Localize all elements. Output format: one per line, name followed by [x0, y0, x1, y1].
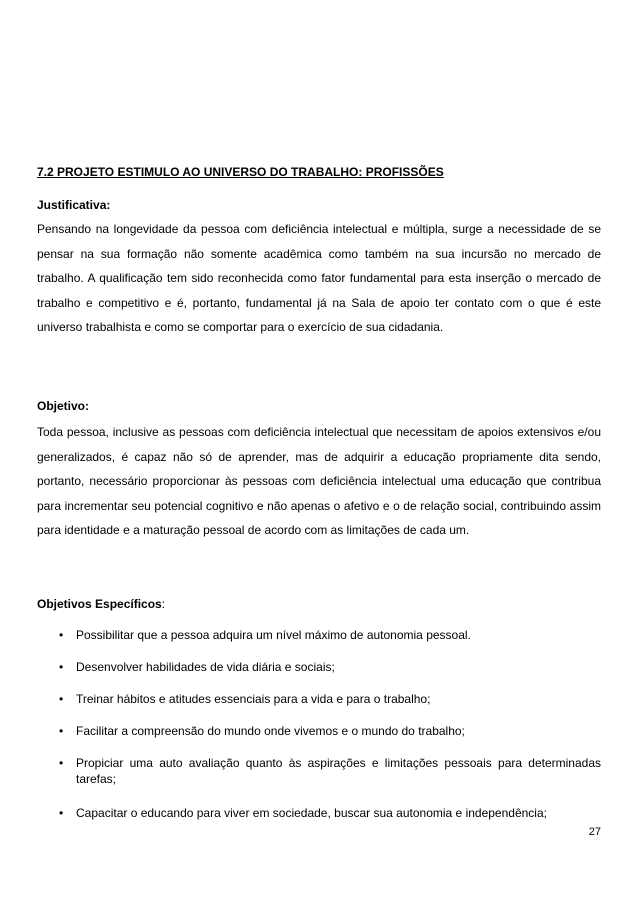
- list-item: [37, 755, 601, 787]
- list-item-text: Propiciar uma auto avaliação quanto às aspirações e limitações pessoais para determinadas tarefas;: [76, 756, 601, 786]
- bullet-icon: •: [59, 660, 64, 674]
- list-item: [37, 691, 601, 707]
- list-item: [37, 659, 601, 675]
- bullet-icon: •: [59, 724, 64, 738]
- section-title: 7.2 PROJETO ESTIMULO AO UNIVERSO DO TRABALHO: PROFISSÕES: [37, 165, 444, 179]
- list-item: [37, 627, 601, 643]
- bullet-icon: •: [59, 692, 64, 706]
- especificos-heading-suffix: :: [161, 597, 166, 611]
- list-item-text: Desenvolver habilidades de vida diária e sociais;: [76, 660, 335, 674]
- objetivo-text: Toda pessoa, inclusive as pessoas com deficiência intelectual que necessitam de apoios extensivos e/ou generalizados, é capaz não só de aprender, mas de adquirir a educação propriamente dita sendo, portanto, necessário proporcionar às pessoas com deficiência intelectual uma educação que contribua para incrementar seu potencial cognitivo e não apenas o afetivo e o de relação social, contribuindo assim para identidade e a maturação pessoal de acordo com as limitações de cada um.: [37, 425, 601, 537]
- bullet-icon: •: [59, 806, 64, 820]
- list-item: [37, 723, 601, 739]
- list-item-text: Treinar hábitos e atitudes essenciais para a vida e para o trabalho;: [76, 692, 431, 706]
- page-number: 27: [588, 826, 601, 838]
- especificos-list: [37, 627, 601, 821]
- especificos-heading-label: Objetivos Específicos: [37, 597, 162, 611]
- bullet-icon: •: [59, 756, 64, 770]
- list-item: [37, 805, 601, 821]
- bullet-icon: •: [59, 628, 64, 642]
- list-item-text: Possibilitar que a pessoa adquira um nível máximo de autonomia pessoal.: [76, 628, 471, 642]
- list-item-text: Facilitar a compreensão do mundo onde vivemos e o mundo do trabalho;: [76, 724, 465, 738]
- especificos-heading: [37, 597, 165, 611]
- justificativa-heading: Justificativa:: [37, 198, 111, 212]
- objetivo-heading: Objetivo:: [37, 399, 90, 413]
- list-item-text: Capacitar o educando para viver em sociedade, buscar sua autonomia e independência;: [76, 806, 547, 820]
- justificativa-text: Pensando na longevidade da pessoa com deficiência intelectual e múltipla, surge a necessidade de se pensar na sua formação não somente acadêmica como também na sua incursão no mercado de trabalho. A qualificação tem sido reconhecida como fator fundamental para esta inserção o mercado de trabalho e competitivo e é, portanto, fundamental já na Sala de apoio ter contato com o que é este universo trabalhista e como se comportar para o exercício de sua cidadania.: [37, 222, 601, 334]
